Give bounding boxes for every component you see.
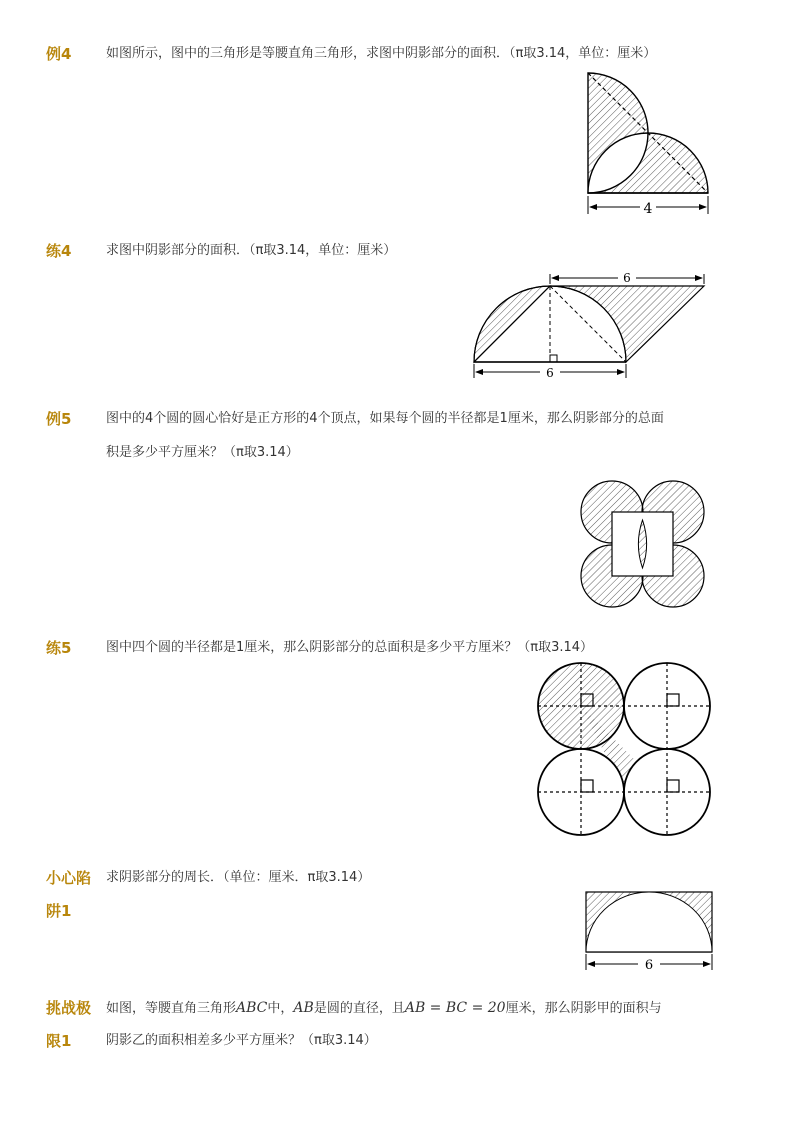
dim-label: 6 [644,958,654,973]
problem-label: 小心陷 [46,869,92,887]
figure-trap1 [580,886,720,976]
figure-ex5 [578,476,708,616]
problem-label: 限1 [46,1032,72,1050]
problem-text: 图中的4个圆的圆心恰好是正方形的4个顶点，如果每个圆的半径都是1厘米，那么阴影部分的总面 [106,411,664,426]
dim-label: 4 [643,201,653,217]
problem-label: 练4 [46,242,72,260]
problem-label: 挑战极 [46,999,92,1017]
figure-pr4 [468,268,718,386]
problem-label: 例5 [46,410,72,428]
figure-ex4 [580,68,720,218]
problem-text: 图中四个圆的半径都是1厘米，那么阴影部分的总面积是多少平方厘米？（π取3.14） [106,640,594,655]
problem-text: 积是多少平方厘米？（π取3.14） [106,445,299,460]
problem-label: 阱1 [46,902,72,920]
problem-text: 求阴影部分的周长．（单位：厘米．π取3.14） [106,870,371,885]
problem-label: 练5 [46,639,72,657]
dim-label: 6 [546,366,554,380]
dim-label: 6 [623,271,631,285]
problem-text: 如图，等腰直角三角形ABC中，AB是圆的直径，且AB = BC = 20厘米，那么阴影甲的面积与 [106,1000,662,1016]
figure-pr5 [533,660,718,845]
problem-label: 例4 [46,45,72,63]
problem-text: 阴影乙的面积相差多少平方厘米？（π取3.14） [106,1033,377,1048]
problem-text: 如图所示，图中的三角形是等腰直角三角形，求图中阴影部分的面积．（π取3.14，单位：厘米） [106,46,657,61]
problem-text: 求图中阴影部分的面积．（π取3.14，单位：厘米） [106,243,397,258]
